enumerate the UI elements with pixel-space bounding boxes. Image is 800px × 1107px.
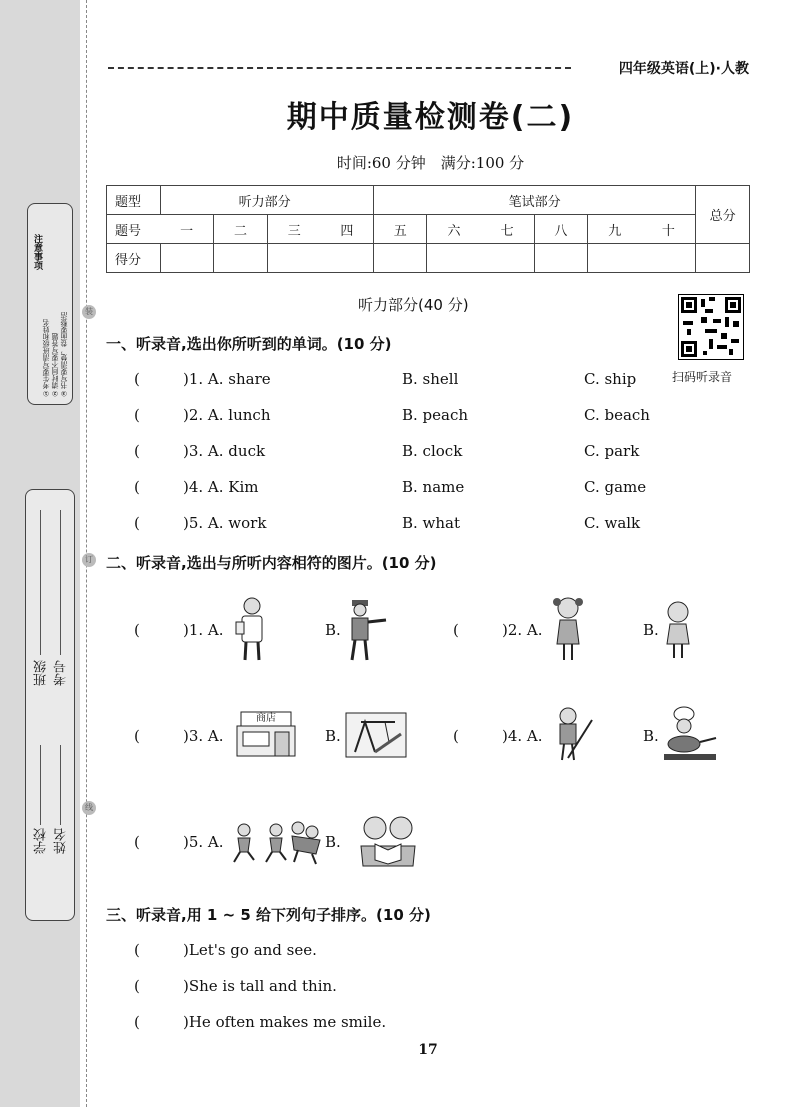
option-b: B. [325, 833, 341, 851]
page-title: 期中质量检测卷(二) [286, 100, 575, 135]
answer-paren: ( [134, 977, 140, 995]
score-cell[interactable] [427, 244, 534, 273]
table-cell: 四 [321, 215, 374, 244]
number-label: 题号 [107, 215, 161, 244]
option-a: )5. A. [183, 833, 224, 851]
binding-dot: 装 [82, 305, 96, 319]
shop-sign: 商店 [256, 713, 276, 724]
police-officer-picture-icon [340, 598, 390, 662]
qr-caption: 扫码听录音 [672, 370, 733, 384]
list-item: ( [134, 370, 140, 388]
score-label: 得分 [107, 244, 161, 273]
option-b: B. [325, 621, 341, 639]
tall-girl-picture-icon [548, 594, 588, 664]
option-b: B. [325, 727, 341, 745]
sentence-item: )She is tall and thin. [183, 977, 337, 995]
running-header [108, 58, 753, 78]
table-cell: 七 [481, 215, 535, 244]
binding-dot: 线 [82, 801, 96, 815]
table-cell: 六 [427, 215, 481, 244]
option-a: )3. A. [183, 727, 224, 745]
option-a: )1. A. share [183, 370, 271, 388]
exam-number-label: 考号 [54, 660, 69, 686]
answer-paren: ( [134, 833, 140, 851]
option-a: )5. A. work [183, 514, 267, 532]
header-dash-line [108, 67, 571, 69]
chef-cooking-picture-icon [660, 706, 720, 764]
answer-paren: ( [453, 621, 459, 639]
series-title: 四年级英语(上)·人教 [618, 61, 749, 77]
option-a: )4. A. [502, 727, 543, 745]
listening-label: 听力部分 [160, 186, 373, 215]
option-b: B. what [402, 514, 461, 532]
section2-title: 二、听录音,选出与所听内容相符的图片。(10 分) [106, 554, 437, 572]
notice-box [27, 203, 73, 405]
type-label: 题型 [107, 186, 161, 215]
class-field[interactable] [40, 510, 41, 655]
list-item: ( [134, 406, 140, 424]
option-c: C. walk [584, 514, 641, 532]
option-c: C. game [584, 478, 647, 496]
answer-paren: ( [134, 621, 140, 639]
list-item: ( [134, 514, 140, 532]
student-info-box [25, 489, 75, 921]
total-label: 总分 [696, 186, 750, 244]
binding-dot: 订 [82, 553, 96, 567]
list-item: ( [134, 442, 140, 460]
qr-code-icon[interactable] [678, 294, 744, 360]
score-cell[interactable] [267, 244, 373, 273]
option-a: )2. A. [502, 621, 543, 639]
list-item: ( [134, 478, 140, 496]
table-cell: 二 [214, 215, 268, 244]
name-field[interactable] [60, 745, 61, 825]
table-cell: 十 [641, 215, 696, 244]
option-b: B. clock [402, 442, 463, 460]
option-c: C. beach [584, 406, 650, 424]
answer-paren: ( [453, 727, 459, 745]
answer-paren: ( [134, 941, 140, 959]
option-c: C. park [584, 442, 640, 460]
option-a: )4. A. Kim [183, 478, 259, 496]
table-cell: 九 [588, 215, 642, 244]
exam-number-field[interactable] [60, 510, 61, 655]
shop-picture-icon [235, 710, 297, 758]
exam-info: 时间:60 分钟 满分:100 分 [336, 154, 525, 172]
option-a: )2. A. lunch [183, 406, 271, 424]
option-c: C. ship [584, 370, 637, 388]
writing-label: 笔试部分 [373, 186, 695, 215]
table-cell: 三 [267, 215, 321, 244]
table-row [107, 244, 750, 273]
score-cell[interactable] [534, 244, 588, 273]
class-label: 班级 [34, 660, 49, 686]
table-cell: 五 [373, 215, 427, 244]
section1-title: 一、听录音,选出你所听到的单词。(10 分) [106, 335, 392, 353]
sentence-item: )He often makes me smile. [183, 1013, 387, 1031]
listening-header: 听力部分(40 分) [358, 296, 469, 314]
option-b: B. peach [402, 406, 469, 424]
option-b: B. [643, 727, 659, 745]
option-a: )3. A. duck [183, 442, 266, 460]
table-row [107, 215, 750, 244]
name-label: 姓名 [54, 828, 69, 854]
table-row [107, 186, 750, 215]
school-label: 学校 [34, 828, 49, 854]
school-field[interactable] [40, 745, 41, 825]
score-table [106, 185, 750, 273]
park-picture-icon [345, 712, 407, 758]
score-cell[interactable] [214, 244, 268, 273]
doctor-picture-icon [230, 594, 274, 664]
option-b: B. [643, 621, 659, 639]
short-girl-picture-icon [660, 598, 696, 662]
option-a: )1. A. [183, 621, 224, 639]
score-cell[interactable] [373, 244, 427, 273]
notice-label: 注意事项 [32, 234, 42, 270]
score-cell[interactable] [696, 244, 750, 273]
sentence-item: )Let's go and see. [183, 941, 317, 959]
notice-items: ①考生要写清班级和姓名 ②请时间不要写答题 ③书写要清楚，卷面要整洁 [42, 312, 68, 397]
table-cell: 一 [160, 215, 214, 244]
boy-sweeping-picture-icon [548, 706, 594, 764]
page-number: 17 [418, 1042, 438, 1058]
children-reading-picture-icon [355, 812, 421, 868]
table-cell: 八 [534, 215, 588, 244]
children-running-picture-icon [232, 818, 324, 866]
score-cell[interactable] [160, 244, 214, 273]
option-b: B. shell [402, 370, 459, 388]
option-b: B. name [402, 478, 465, 496]
answer-paren: ( [134, 727, 140, 745]
section3-title: 三、听录音,用 1 ~ 5 给下列句子排序。(10 分) [106, 906, 431, 924]
answer-paren: ( [134, 1013, 140, 1031]
score-cell[interactable] [588, 244, 696, 273]
